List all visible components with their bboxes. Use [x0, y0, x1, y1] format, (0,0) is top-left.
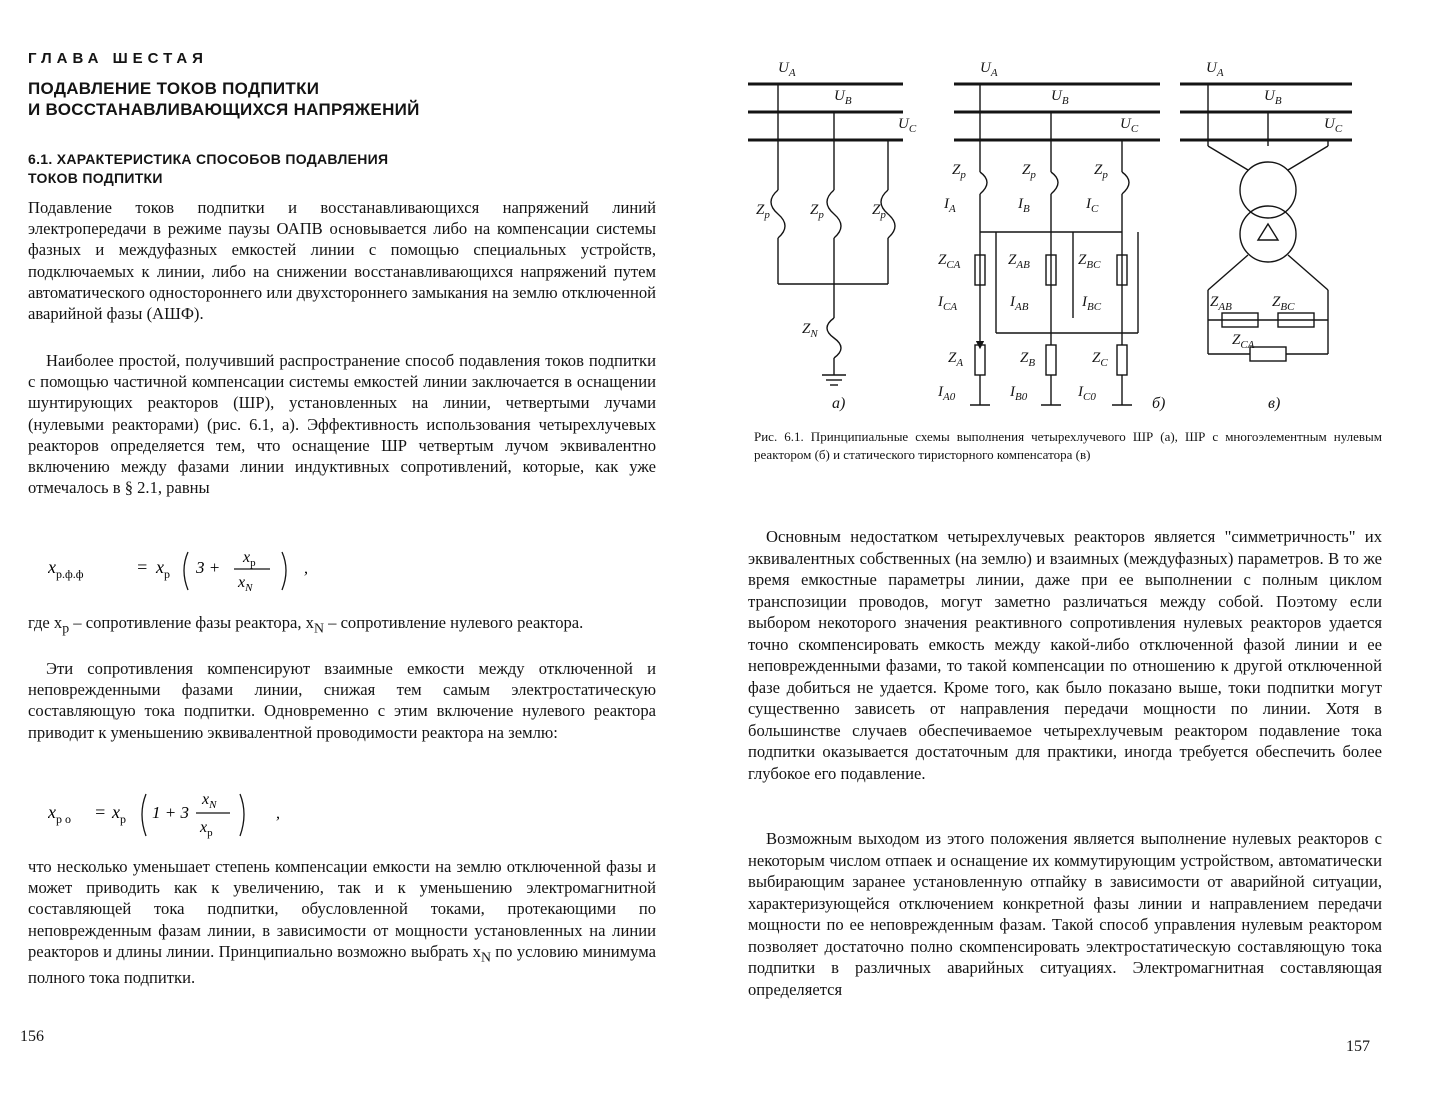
svg-text:xр: $x_р$ [112, 802, 126, 826]
label-ia0: $I_{A0}$ [938, 384, 956, 403]
svg-text:3 +: 3 + [196, 558, 221, 577]
svg-text:xN: $x_N$ [238, 574, 253, 594]
label-zbc: $Z_{BC}$ [1078, 252, 1101, 271]
svg-text:=: = [94, 802, 107, 822]
label-ibc: $I_{BC}$ [1082, 294, 1102, 313]
figure-6-1 [748, 0, 1382, 420]
section-title-line2: ТОКОВ ПОДПИТКИ [28, 170, 163, 186]
label-ua-v: $U_A$ [1206, 60, 1224, 79]
label-uc-v: $U_C$ [1324, 116, 1343, 135]
formula-2 [48, 780, 328, 847]
label-iab: $I_{AB}$ [1010, 294, 1029, 313]
label-zp-a1: $Z_р$ [756, 202, 770, 221]
chapter-label: ГЛАВА ШЕСТАЯ [28, 50, 208, 67]
svg-text:,: , [276, 805, 280, 822]
chapter-title-line1: ПОДАВЛЕНИЕ ТОКОВ ПОДПИТКИ [28, 79, 320, 98]
svg-text:1 + 3: 1 + 3 [152, 803, 189, 822]
label-zab: $Z_{AB}$ [1008, 252, 1030, 271]
svg-text:xр: $x_р$ [243, 549, 256, 569]
paragraph-1: Подавление токов подпитки и восстанавливающихся напряжений линий электропередачи в режиме паузы ОАПВ основывается либо на компенсации системы фазных и междуфазных емкостей линии с помощью специальных устройств, подключаемых к линии, либо на снижении восстанавливающихся напряжений путем автоматического одностороннего или двухстороннего замыкания на землю отключенной аварийной фазы (АШФ). [28, 198, 656, 324]
formula-2-graphic [48, 780, 328, 842]
label-zp-a3: $Z_р$ [872, 202, 886, 221]
label-zca: $Z_{CA}$ [938, 252, 961, 271]
label-ic: $I_C$ [1086, 196, 1099, 215]
formula-1 [48, 540, 348, 601]
where-text: где $x_р$ – сопротивление фазы реактора, $x_N$ – сопротивление нулевого реактора. [28, 613, 584, 636]
label-ia: $I_A$ [944, 196, 956, 215]
label-zp-b1: $Z_р$ [952, 162, 966, 181]
label-ua-a: $U_A$ [778, 60, 796, 79]
label-b: б) [1152, 395, 1166, 412]
label-zb: $Z_B$ [1020, 350, 1036, 369]
label-zca-v: $Z_{CA}$ [1232, 332, 1255, 351]
formula-1-graphic [48, 540, 348, 596]
page-number-left: 156 [20, 1028, 44, 1045]
label-ib: $I_B$ [1018, 196, 1030, 215]
label-zab-v: $Z_{AB}$ [1210, 294, 1232, 313]
page-number-right: 157 [1346, 1038, 1370, 1055]
svg-text:xр.ф.ф: $x_{р.ф.ф}$ [48, 557, 84, 581]
chapter-title-line2: И ВОССТАНАВЛИВАЮЩИХСЯ НАПРЯЖЕНИЙ [28, 100, 420, 119]
section-title [28, 150, 388, 188]
label-v: в) [1268, 395, 1281, 412]
svg-text:xр: $x_р$ [200, 819, 213, 839]
svg-text:xр: $x_р$ [156, 557, 170, 581]
label-zp-b2: $Z_р$ [1022, 162, 1036, 181]
svg-text:xр о: $x_{р о}$ [48, 802, 71, 826]
svg-text:,: , [304, 560, 308, 577]
section-title-line1: 6.1. ХАРАКТЕРИСТИКА СПОСОБОВ ПОДАВЛЕНИЯ [28, 151, 389, 167]
label-zn: $Z_N$ [802, 321, 818, 340]
label-uc-a: $U_C$ [898, 116, 917, 135]
figure-caption: Рис. 6.1. Принципиальные схемы выполнения четырехлучевого ШР (а), ШР с многоэлементным нулевым реактором (б) и статического тиристорного компенсатора (в) [754, 429, 1382, 462]
label-uc-b: $U_C$ [1120, 116, 1139, 135]
right-paragraph-1: Основным недостатком четырехлучевых реакторов является "симметричность" их эквивалентных собственных (на землю) и взаимных (междуфазных) параметров. В то же время емкостные параметры линии, даже при ее выполнении с полным циклом транспозиции проводов, могут заметно различаться между собой. Поэтому если выбором некоторого значения реактивного сопротивления нулевых реакторов удается точно скомпенсировать емкость между какой-либо отключенной фазой линии и ее неповрежденными фазами, то такой компенсации по отношению к другой отключенной фазе добиться не удается. Кроме того, как было показано выше, токи подпитки могут существенно зависеть от направления передачи мощности по линии. Хотя в большинстве случаев обеспечиваемое четырехлучевым реактором подавление тока подпитки оказывается достаточным для практики, иногда требуется обеспечить более глубокое его подавление. [748, 527, 1382, 783]
label-ub-v: $U_B$ [1264, 88, 1282, 107]
label-zp-a2: $Z_р$ [810, 202, 824, 221]
label-ib0: $I_{B0}$ [1010, 384, 1028, 403]
paragraph-2: Наиболее простой, получивший распространение способ подавления токов подпитки с помощью частичной компенсации системы емкостей линии заключается в оснащении шунтирующих реакторов (ШР), установленных на линии, четвертыми лучами (нулевыми реакторами) (рис. 6.1, а). Эффективность использования четырехлучевых реакторов определяется тем, что оснащение ШР четвертым лучом эквивалентно включению между фазами линии индуктивных сопротивлений, которые, как уже отмечалось в § 2.1, равны [28, 351, 656, 498]
label-ic0: $I_{C0}$ [1078, 384, 1096, 403]
label-ua-b: $U_A$ [980, 60, 998, 79]
label-ub-b: $U_B$ [1051, 88, 1069, 107]
label-zc: $Z_C$ [1092, 350, 1108, 369]
label-zbc-v: $Z_{BC}$ [1272, 294, 1295, 313]
schematic-a [748, 84, 903, 385]
paragraph-3: Эти сопротивления компенсируют взаимные емкости между отключенной и неповрежденными фазами линии, снижая тем самым электростатическую составляющую тока подпитки. Одновременно с этим включение нулевого реактора приводит к уменьшению эквивалентной проводимости реактора на землю: [28, 659, 656, 742]
label-za: $Z_A$ [948, 350, 964, 369]
right-paragraph-2: Возможным выходом из этого положения является выполнение нулевых реакторов с некоторым числом отпаек и оснащение их коммутирующим устройством, автоматически выбирающим заранее установленную отпайку в зависимости от аварийной ситуации, характеризующейся отключением конкретной фазы линии и направлением передачи мощности по ее неповрежденным фазам. Такой способ управления нулевым реактором позволяет достаточно полно скомпенсировать электростатическую составляющую тока подпитки в различных аварийных ситуациях. Электромагнитная составляющая определяется [748, 829, 1382, 999]
svg-text:xN: $x_N$ [202, 791, 217, 811]
chapter-title [28, 78, 420, 120]
label-ub-a: $U_B$ [834, 88, 852, 107]
paragraph-4: что несколько уменьшает степень компенсации емкости на землю отключенной фазы и может приводить как к увеличению, так и к уменьшению электромагнитной составляющей тока подпитки, обусловленной токами, протекающими по неповрежденным фазам линии, в зависимости от мощности установленных на линии реакторов и длины линии. Принципиально возможно выбрать $x_N$ по условию минимума полного тока подпитки. [28, 857, 656, 988]
label-ica: $I_{CA}$ [938, 294, 958, 313]
svg-text:=: = [136, 557, 149, 577]
schematic-b [954, 84, 1160, 405]
label-a: а) [832, 395, 846, 412]
label-zp-b3: $Z_р$ [1094, 162, 1108, 181]
